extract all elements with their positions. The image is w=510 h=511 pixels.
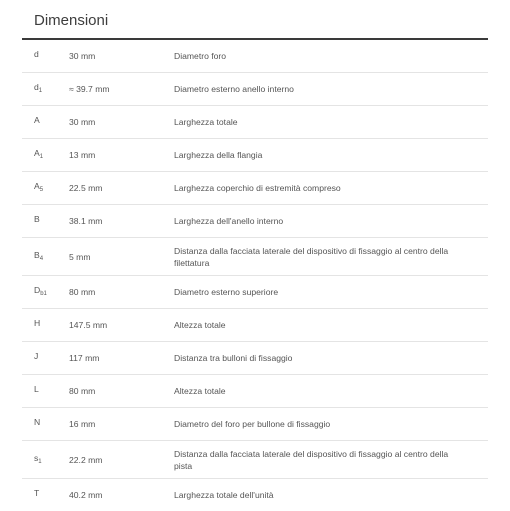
table-row <box>22 276 488 309</box>
table-row <box>22 139 488 172</box>
dimension-value: 80 mm <box>69 287 96 297</box>
table-row <box>22 106 488 139</box>
dimension-description: Altezza totale <box>174 386 226 396</box>
section-title: Dimensioni <box>34 12 109 29</box>
dimension-value: 16 mm <box>69 419 96 429</box>
dimension-symbol: $D_{b1}$ <box>34 285 47 297</box>
dimension-symbol: T <box>34 488 40 498</box>
dimension-value: 30 mm <box>69 117 96 127</box>
table-row <box>22 40 488 73</box>
dimension-value: 22.5 mm <box>69 183 103 193</box>
dimension-symbol: $B_4$ <box>34 249 44 262</box>
table-row <box>22 375 488 408</box>
dimension-description: Diametro del foro per bullone di fissaggio <box>174 419 331 429</box>
dimension-symbol: N <box>34 417 41 427</box>
table-row <box>22 309 488 342</box>
dimension-description: Diametro foro <box>174 51 227 61</box>
table-row <box>22 441 488 479</box>
dimension-description: Diametro esterno superiore <box>174 287 279 297</box>
dimension-symbol: d <box>34 49 39 59</box>
dimension-value: 80 mm <box>69 386 96 396</box>
dimension-description: Altezza totale <box>174 320 226 330</box>
dimension-description: Larghezza coperchio di estremità compreso <box>174 183 341 193</box>
dimension-description: Diametro esterno anello interno <box>174 84 294 94</box>
table-row <box>22 172 488 205</box>
table-row <box>22 342 488 375</box>
dimension-value: 147.5 mm <box>69 320 108 330</box>
table-row <box>22 205 488 238</box>
dimension-symbol: L <box>34 384 39 394</box>
dimension-description: Distanza dalla facciata laterale del dispositivo di fissaggio al centro della pista <box>174 448 449 471</box>
dimension-description: Distanza tra bulloni di fissaggio <box>174 353 293 363</box>
dimension-symbol: $A_5$ <box>34 181 44 193</box>
table-row <box>22 73 488 106</box>
dimension-value: 38.1 mm <box>69 216 103 226</box>
dimension-value: 30 mm <box>69 51 96 61</box>
dimension-value: 40.2 mm <box>69 490 103 500</box>
dimension-value: 22.2 mm <box>69 454 103 465</box>
dimension-symbol: H <box>34 318 41 328</box>
dimension-symbol: A <box>34 115 40 125</box>
dimension-description: Larghezza totale <box>174 117 238 127</box>
dimension-value: 117 mm <box>69 353 100 363</box>
dimension-symbol: B <box>34 214 40 224</box>
table-row <box>22 238 488 276</box>
table-row <box>22 408 488 441</box>
dimension-symbol: $d_1$ <box>34 82 43 94</box>
dimensions-table <box>22 40 488 511</box>
dimension-description: Distanza dalla facciata laterale del dispositivo di fissaggio al centro della filettatura <box>174 245 449 268</box>
dimension-value: 5 mm <box>69 251 91 262</box>
dimension-description: Larghezza della flangia <box>174 150 263 160</box>
dimension-value: 13 mm <box>69 150 96 160</box>
dimension-description: Larghezza dell'anello interno <box>174 216 284 226</box>
dimension-symbol: J <box>34 351 39 361</box>
dimension-value: ≈ 39.7 mm <box>69 84 110 94</box>
table-row <box>22 479 488 511</box>
dimension-symbol: $A_1$ <box>34 148 44 160</box>
dimension-description: Larghezza totale dell'unità <box>174 490 274 500</box>
dimension-symbol: $s_1$ <box>34 452 42 465</box>
